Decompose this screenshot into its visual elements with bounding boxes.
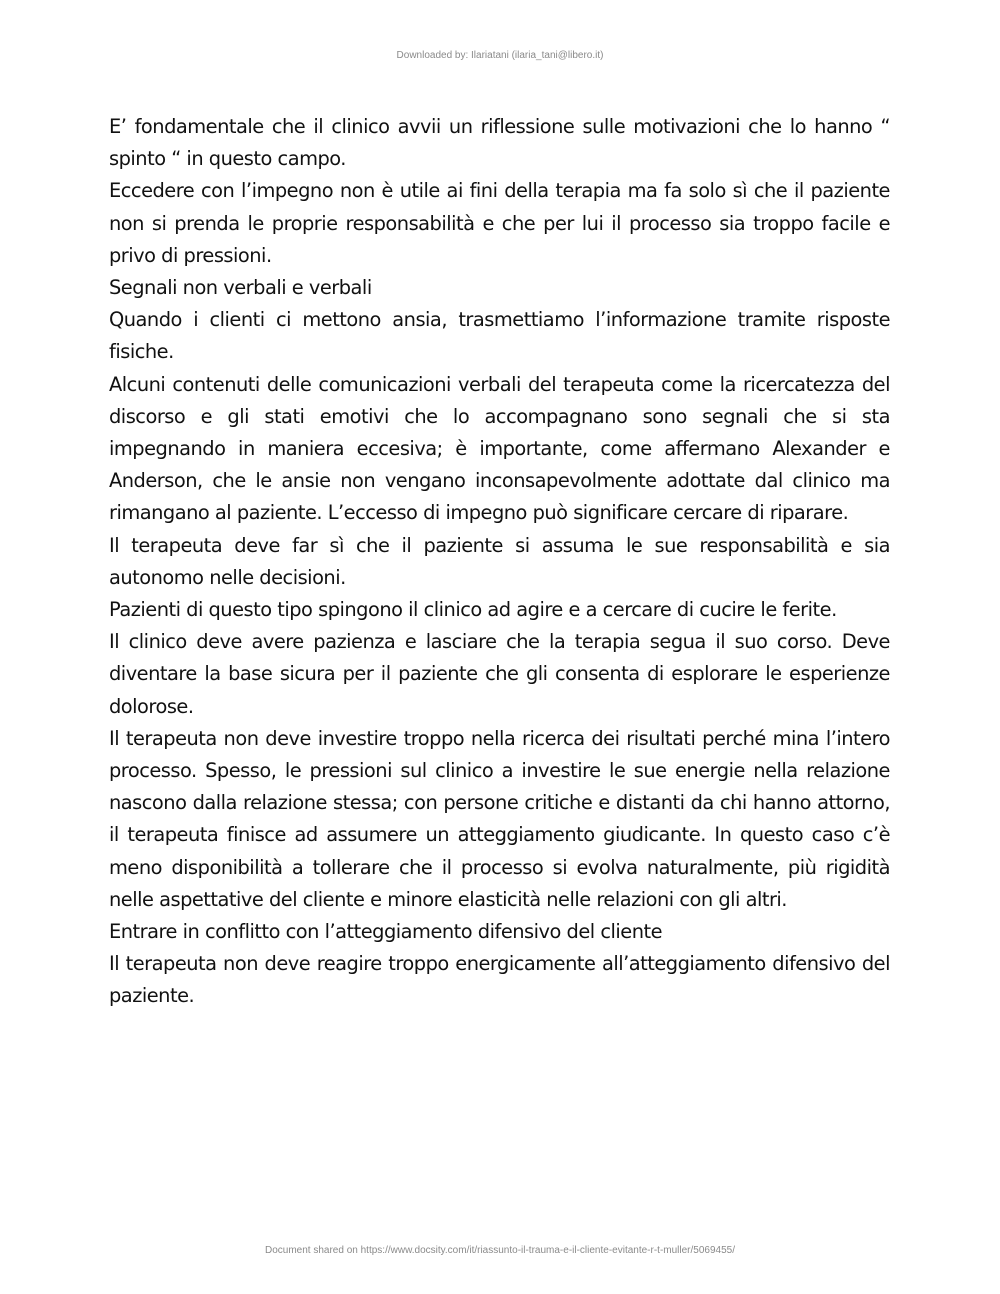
- paragraph: Il terapeuta non deve investire troppo nella ricerca dei risultati perché mina l’intero processo. Spesso, le pressioni sul clinico a investire le sue energie nella relazione nascono dalla relazione stessa; con persone critiche e distanti da chi hanno attorno, il terapeuta finisce ad assumere un atteggiamento giudicante. In questo caso c’è meno disponibilità a tollerare che il processo si evolva naturalmente, più rigidità nelle aspettative del cliente e minore elasticità nelle relazioni con gli altri.: [109, 726, 890, 911]
- document-body: [109, 111, 890, 1013]
- paragraph: Il terapeuta deve far sì che il paziente si assuma le sue responsabilità e sia autonomo nelle decisioni.: [109, 533, 890, 589]
- paragraph: E’ fondamentale che il clinico avvii un riflessione sulle motivazioni che lo hanno “ spinto “ in questo campo.: [109, 115, 890, 171]
- download-attribution: Downloaded by: Ilariatani (ilaria_tani@libero.it): [396, 50, 604, 61]
- share-source-link[interactable]: Document shared on https://www.docsity.com/it/riassunto-il-trauma-e-il-cliente-evitante-r-t-muller/5069455/: [265, 1245, 735, 1256]
- paragraph: Eccedere con l’impegno non è utile ai fini della terapia ma fa solo sì che il paziente non si prenda le proprie responsabilità e che per lui il processo sia troppo facile e privo di pressioni.: [109, 179, 890, 267]
- section-heading: Entrare in conflitto con l’atteggiamento difensivo del cliente: [109, 920, 663, 944]
- paragraph: Il terapeuta non deve reagire troppo energicamente all’atteggiamento difensivo del paziente.: [109, 952, 890, 1008]
- paragraph: Pazienti di questo tipo spingono il clinico ad agire e a cercare di cucire le ferite.: [109, 598, 837, 622]
- paragraph: Quando i clienti ci mettono ansia, trasmettiamo l’informazione tramite risposte fisiche.: [109, 308, 890, 364]
- section-heading: Segnali non verbali e verbali: [109, 276, 372, 300]
- paragraph: Il clinico deve avere pazienza e lasciare che la terapia segua il suo corso. Deve diventare la base sicura per il paziente che gli consenta di esplorare le esperienze dolorose.: [109, 630, 890, 718]
- paragraph: Alcuni contenuti delle comunicazioni verbali del terapeuta come la ricercatezza del discorso e gli stati emotivi che lo accompagnano sono segnali che si sta impegnando in maniera eccesiva; è importante, come affermano Alexander e Anderson, che le ansie non vengano inconsapevolmente adottate dal clinico ma rimangano al paziente. L’eccesso di impegno può significare cercare di riparare.: [109, 372, 890, 525]
